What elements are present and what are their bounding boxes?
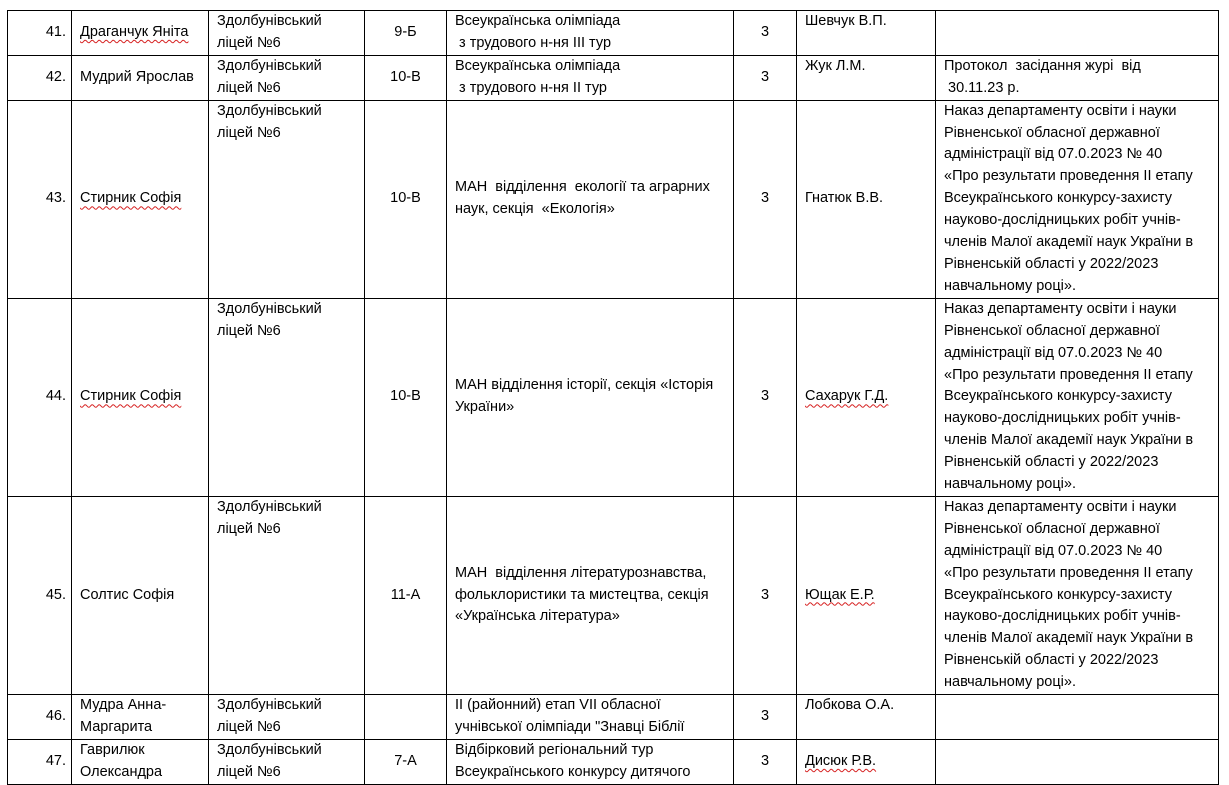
row-number-cell: 44.: [8, 298, 72, 496]
student-name-cell: Мудрий Ярослав: [72, 55, 209, 100]
grade-cell: 11-А: [365, 496, 447, 694]
note-cell: [936, 695, 1219, 740]
note-cell: Наказ департаменту освіти і науки Рівненської обласної державної адміністрації від 07.0.2023 № 40 «Про результати проведення ІІ етапу Всеукраїнського конкурсу-захисту науково-дослідницьких робіт учнів- членів Малої академії наук України в Рівненській області у 2022/2023 навчальному році».: [936, 298, 1219, 496]
event-cell: МАН відділення екології та аграрних наук, секція «Екологія»: [447, 100, 734, 298]
teacher-cell: Лобкова О.А.: [797, 695, 936, 740]
place-cell: 3: [734, 496, 797, 694]
place-cell: 3: [734, 11, 797, 56]
student-name-cell: Драганчук Яніта: [72, 11, 209, 56]
note-cell: Наказ департаменту освіти і науки Рівненської обласної державної адміністрації від 07.0.2023 № 40 «Про результати проведення ІІ етапу Всеукраїнського конкурсу-захисту науково-дослідницьких робіт учнів- членів Малої академії наук України в Рівненській області у 2022/2023 навчальному році».: [936, 100, 1219, 298]
school-cell: Здолбунівський ліцей №6: [209, 739, 365, 784]
place-cell: 3: [734, 55, 797, 100]
event-cell: ІІ (районний) етап VІІ обласної учнівської олімпіади "Знавці Біблії: [447, 695, 734, 740]
teacher-cell: Гнатюк В.В.: [797, 100, 936, 298]
note-cell: Протокол засідання журі від 30.11.23 р.: [936, 55, 1219, 100]
table-row: [8, 11, 1219, 56]
note-cell: Наказ департаменту освіти і науки Рівненської обласної державної адміністрації від 07.0.2023 № 40 «Про результати проведення ІІ етапу Всеукраїнського конкурсу-захисту науково-дослідницьких робіт учнів- членів Малої академії наук України в Рівненській області у 2022/2023 навчальному році».: [936, 496, 1219, 694]
school-cell: Здолбунівський ліцей №6: [209, 100, 365, 298]
teacher-cell: Ющак Е.Р.: [797, 496, 936, 694]
school-cell: Здолбунівський ліцей №6: [209, 11, 365, 56]
awards-table: [7, 10, 1219, 785]
note-cell: [936, 11, 1219, 56]
row-number-cell: 42.: [8, 55, 72, 100]
teacher-cell: Шевчук В.П.: [797, 11, 936, 56]
event-cell: Відбірковий регіональний тур Всеукраїнського конкурсу дитячого: [447, 739, 734, 784]
row-number-cell: 41.: [8, 11, 72, 56]
school-cell: Здолбунівський ліцей №6: [209, 695, 365, 740]
place-cell: 3: [734, 739, 797, 784]
place-cell: 3: [734, 298, 797, 496]
grade-cell: 7-А: [365, 739, 447, 784]
grade-cell: 10-В: [365, 100, 447, 298]
student-name-cell: Мудра Анна- Маргарита: [72, 695, 209, 740]
table-row: [8, 298, 1219, 496]
grade-cell: 9-Б: [365, 11, 447, 56]
student-name-cell: Стирник Софія: [72, 100, 209, 298]
school-cell: Здолбунівський ліцей №6: [209, 496, 365, 694]
event-cell: Всеукраїнська олімпіада з трудового н-ня ІІІ тур: [447, 11, 734, 56]
student-name-cell: Стирник Софія: [72, 298, 209, 496]
teacher-cell: Дисюк Р.В.: [797, 739, 936, 784]
table-row: [8, 55, 1219, 100]
teacher-cell: Жук Л.М.: [797, 55, 936, 100]
row-number-cell: 47.: [8, 739, 72, 784]
school-cell: Здолбунівський ліцей №6: [209, 298, 365, 496]
row-number-cell: 45.: [8, 496, 72, 694]
student-name-cell: Солтис Софія: [72, 496, 209, 694]
row-number-cell: 46.: [8, 695, 72, 740]
school-cell: Здолбунівський ліцей №6: [209, 55, 365, 100]
event-cell: МАН відділення історії, секція «Історія України»: [447, 298, 734, 496]
row-number-cell: 43.: [8, 100, 72, 298]
table-row: [8, 739, 1219, 784]
teacher-cell: Сахарук Г.Д.: [797, 298, 936, 496]
event-cell: Всеукраїнська олімпіада з трудового н-ня ІІ тур: [447, 55, 734, 100]
grade-cell: 10-В: [365, 298, 447, 496]
place-cell: 3: [734, 100, 797, 298]
student-name-cell: Гаврилюк Олександра: [72, 739, 209, 784]
grade-cell: 10-В: [365, 55, 447, 100]
note-cell: [936, 739, 1219, 784]
event-cell: МАН відділення літературознавства, фольклористики та мистецтва, секція «Українська література»: [447, 496, 734, 694]
table-row: [8, 695, 1219, 740]
grade-cell: [365, 695, 447, 740]
place-cell: 3: [734, 695, 797, 740]
table-row: [8, 100, 1219, 298]
table-row: [8, 496, 1219, 694]
